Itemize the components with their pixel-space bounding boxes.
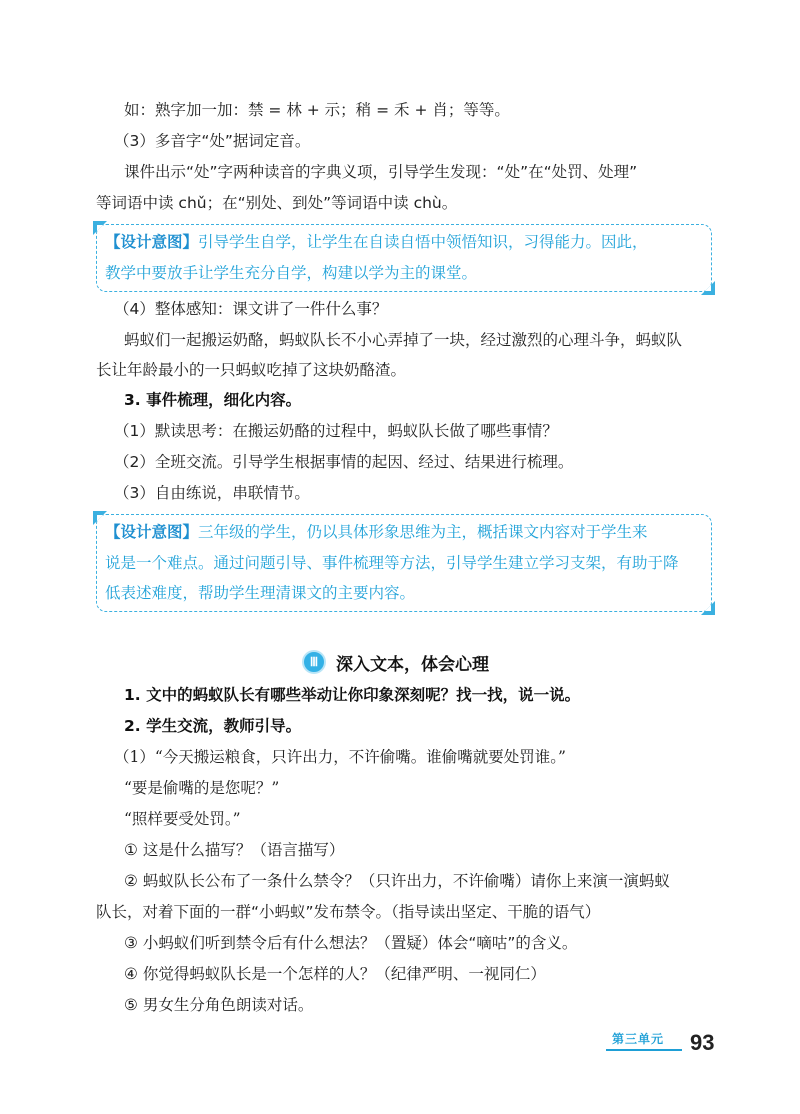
section-title: 深入文本，体会心理	[336, 654, 489, 675]
text-line: 如：熟字加一加：禁 = 林 + 示；稍 = 禾 + 肖；等等。	[124, 101, 510, 119]
roman-numeral-badge-icon: Ⅲ	[302, 650, 326, 674]
design-intent-text: 低表述难度，帮助学生理清课文的主要内容。	[105, 584, 416, 602]
text-line: ③ 小蚂蚁们听到禁令后有什么想法？（置疑）体会“嘀咕”的含义。	[124, 934, 578, 952]
design-intent-box-1	[96, 224, 712, 292]
text-line: （4）整体感知：课文讲了一件什么事？	[114, 300, 388, 318]
text-line: 长让年龄最小的一只蚂蚁吃掉了这块奶酪渣。	[96, 361, 407, 379]
text-line: 等词语中读 chǔ；在“别处、到处”等词语中读 chù。	[96, 194, 458, 212]
text-line: （1）默读思考：在搬运奶酪的过程中，蚂蚁队长做了哪些事情？	[114, 422, 558, 440]
design-intent-tag: 【设计意图】	[105, 523, 199, 541]
design-intent-text: 说是一个难点。通过问题引导、事件梳理等方法，引导学生建立学习支架，有助于降	[105, 554, 679, 572]
question-line: 1. 文中的蚂蚁队长有哪些举动让你印象深刻呢？找一找，说一说。	[124, 686, 581, 704]
design-intent-text: 引导学生自学，让学生在自读自悟中领悟知识，习得能力。因此，	[198, 233, 648, 251]
design-intent-tag: 【设计意图】	[105, 233, 199, 251]
text-line: 蚂蚁们一起搬运奶酪，蚂蚁队长不小心弄掉了一块，经过激烈的心理斗争，蚂蚁队	[124, 331, 683, 349]
text-line: （3）自由练说，串联情节。	[114, 484, 310, 502]
text-line: ② 蚂蚁队长公布了一条什么禁令？（只许出力，不许偷嘴）请你上来演一演蚂蚁	[124, 872, 670, 890]
design-intent-text: 教学中要放手让学生充分自学，构建以学为主的课堂。	[105, 264, 478, 282]
corner-ornament-icon	[695, 595, 717, 617]
dialogue-line: “照样要受处罚。”	[124, 810, 241, 828]
footer-underline	[606, 1049, 682, 1051]
subheading: 3. 事件梳理，细化内容。	[124, 391, 302, 409]
section-heading	[302, 649, 489, 675]
dialogue-line: （1）“今天搬运粮食，只许出力，不许偷嘴。谁偷嘴就要处罚谁。”	[114, 748, 566, 766]
design-intent-box-2	[96, 514, 712, 612]
text-line: （3）多音字“处”据词定音。	[114, 132, 311, 150]
text-line: ① 这是什么描写？（语言描写）	[124, 841, 345, 859]
corner-ornament-icon	[695, 275, 717, 297]
text-line: 队长，对着下面的一群“小蚂蚁”发布禁令。（指导读出坚定、干脆的语气）	[96, 903, 601, 921]
text-line: （2）全班交流。引导学生根据事情的起因、经过、结果进行梳理。	[114, 453, 574, 471]
design-intent-text: 三年级的学生，仍以具体形象思维为主，概括课文内容对于学生来	[198, 523, 648, 541]
footer-unit-label: 第三单元	[612, 1032, 665, 1046]
question-line: 2. 学生交流，教师引导。	[124, 717, 302, 735]
dialogue-line: “要是偷嘴的是您呢？”	[124, 779, 280, 797]
text-line: 课件出示“处”字两种读音的字典义项，引导学生发现：“处”在“处罚、处理”	[124, 163, 638, 181]
text-line: ⑤ 男女生分角色朗读对话。	[124, 996, 314, 1014]
page-number: 93	[690, 1030, 715, 1055]
text-line: ④ 你觉得蚂蚁队长是一个怎样的人？（纪律严明、一视同仁）	[124, 965, 546, 983]
